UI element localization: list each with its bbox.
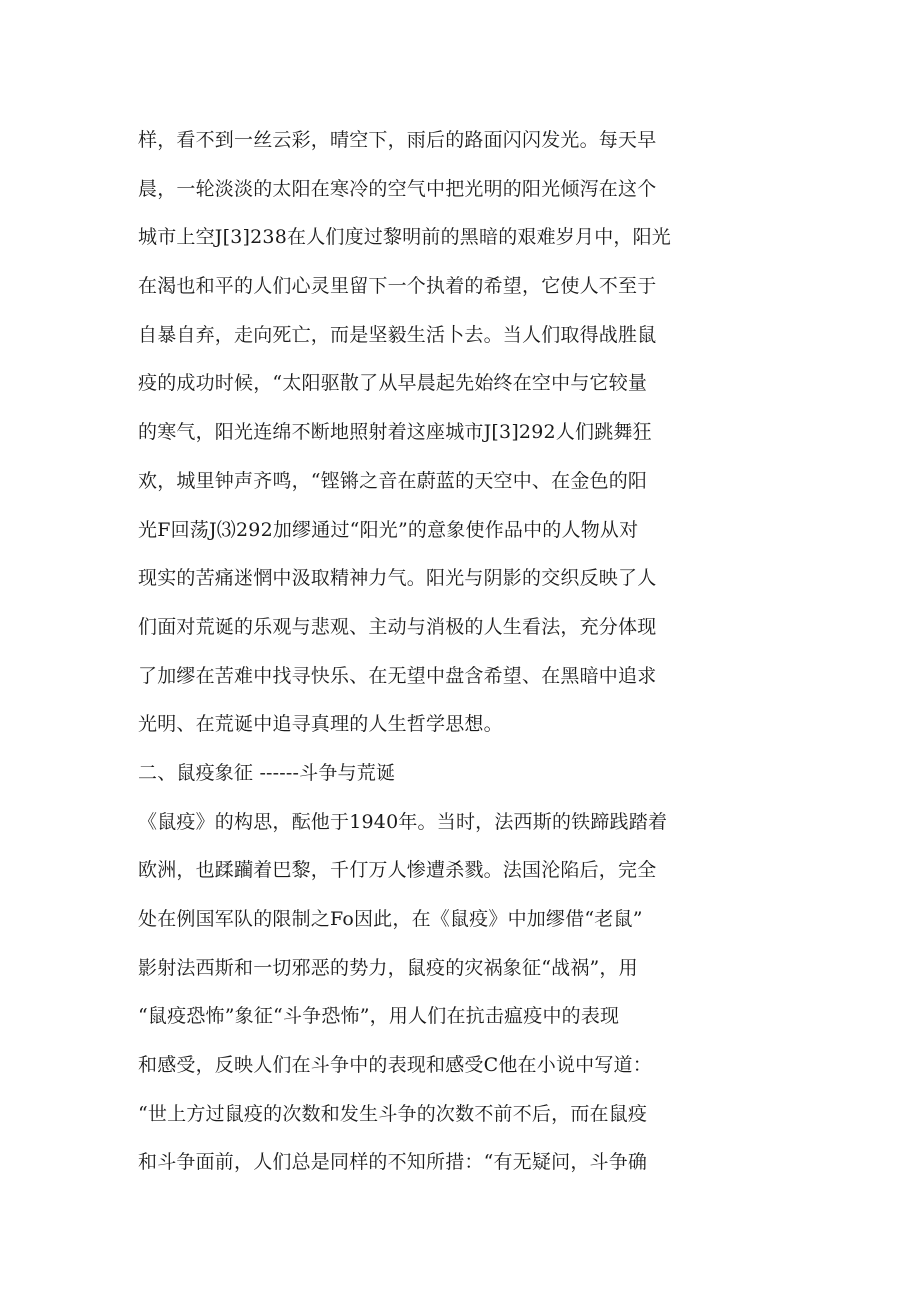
text-line: 光明、在荒诞中追寻真理的人生哲学思想。 — [138, 713, 503, 736]
text-line: 的寒气，阳光连绵不断地照射着这座城市J[3]292人们跳舞狂 — [138, 421, 652, 444]
text-line: 影射法西斯和一切邪恶的势力，鼠疫的灾祸象征“战祸”，用 — [138, 956, 638, 979]
text-line: 《鼠疫》的构思，酝他于1940年。当时，法西斯的铁蹄践踏着 — [138, 810, 668, 833]
text-line: 在渴也和平的人们心灵里留下一个执着的希望，它使人不至于 — [138, 275, 657, 298]
text-line: 疫的成功时候，“太阳驱散了从早晨起先始终在空中与它较量 — [138, 372, 648, 395]
text-line: 处在例国军队的限制之Fo因此，在《鼠疫》中加缪借“老鼠” — [138, 908, 643, 930]
text-line: 和感受，反映人们在斗争中的表现和感受C他在小说中写道： — [138, 1054, 652, 1077]
text-line: 欢，城里钟声齐鸣，“铿锵之音在蔚蓝的天空中、在金色的阳 — [138, 469, 648, 492]
text-line: 样，看不到一丝云彩，晴空下，雨后的路面闪闪发光。每天早 — [138, 129, 657, 151]
text-line: 和斗争面前，人们总是同样的不知所措：“有无疑问，斗争确 — [138, 1151, 648, 1174]
text-line: 欧洲，也蹂躏着巴黎，千仃万人惨遭杀戮。法国沦陷后，完全 — [138, 859, 657, 882]
text-line: 城市上空J[3]238在人们度过黎明前的黑暗的艰难岁月中，阳光 — [138, 226, 671, 249]
text-line: 晨，一轮淡淡的太阳在寒冷的空气中把光明的阳光倾泻在这个 — [138, 177, 657, 200]
text-line: “世上方过鼠疫的次数和发生斗争的次数不前不后，而在鼠疫 — [138, 1102, 648, 1125]
body-text — [138, 116, 671, 1187]
text-line: 们面对荒诞的乐观与悲观、主动与消极的人生看法，充分体现 — [138, 615, 657, 638]
text-line: 现实的苦痛迷惘中汲取精神力气。阳光与阴影的交织反映了人 — [138, 567, 657, 590]
text-line: 自暴自弃，走向死亡，而是坚毅生活卜去。当人们取得战胜鼠 — [138, 323, 657, 346]
text-line: 光F回荡J⑶292加缪通过“阳光”的意象使作品中的人物从对 — [138, 518, 639, 541]
section-heading: 二、鼠疫象征 ------斗争与荒诞 — [138, 761, 396, 784]
text-line: “鼠疫恐怖”象征“斗争恐怖”，用人们在抗击瘟疫中的表现 — [138, 1005, 620, 1028]
text-line: 了加缪在苦难中找寻快乐、在无望中盘含希望、在黑暗中追求 — [138, 664, 657, 687]
